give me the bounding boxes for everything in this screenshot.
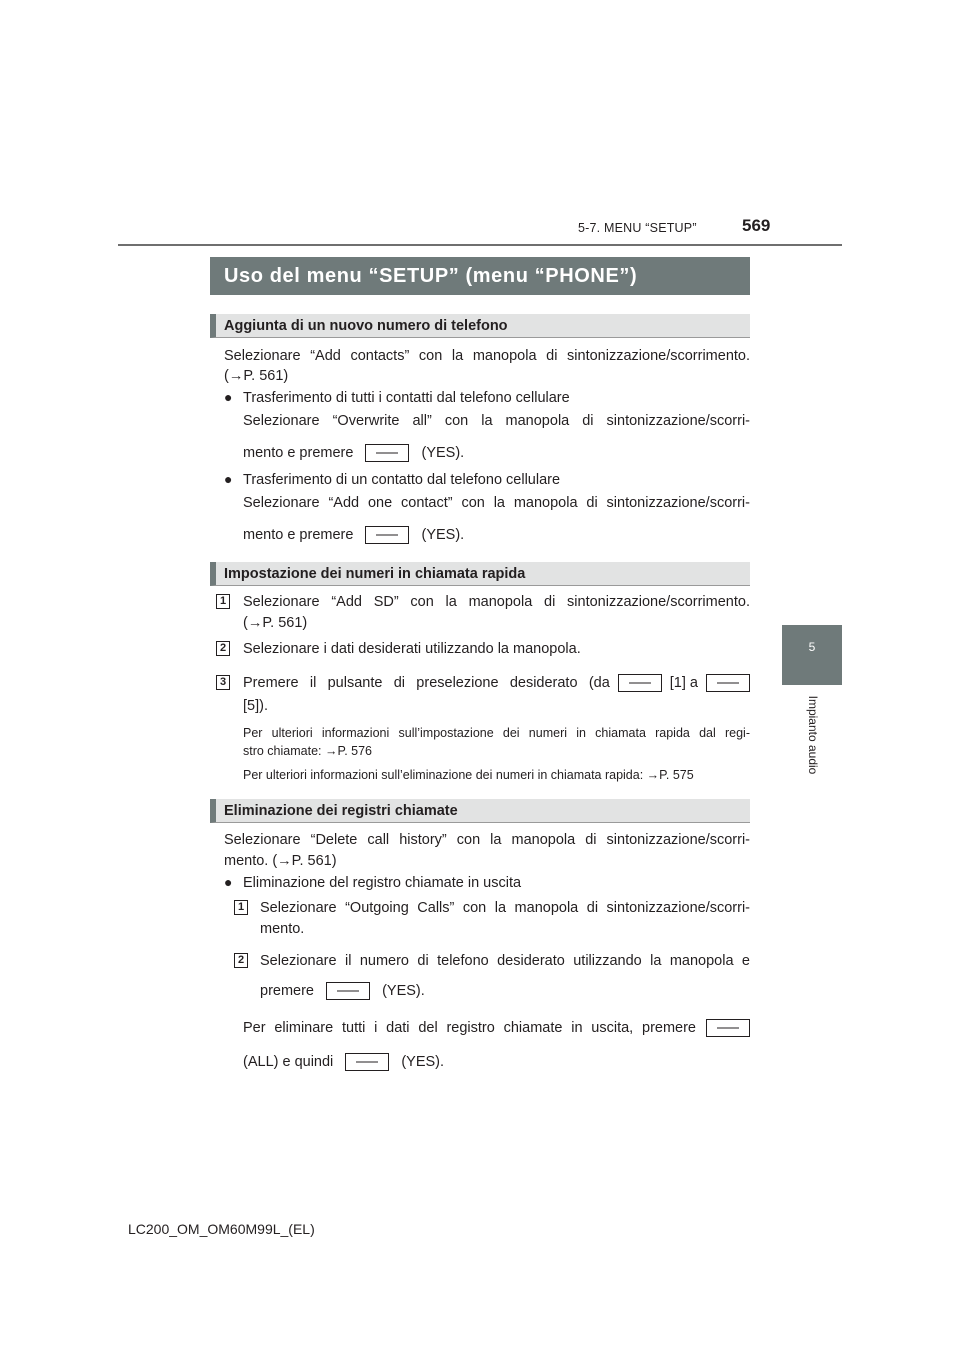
chapter-label: Impianto audio	[806, 695, 820, 775]
step-number-1: 1	[234, 900, 248, 915]
yes-button[interactable]	[345, 1053, 389, 1071]
sec2-step3-line2: [5]).	[243, 698, 268, 714]
footer-document-code: LC200_OM_OM60M99L_(EL)	[128, 1221, 315, 1237]
sec3-all-line1: Per eliminare tutti i dati del registro chiamate in uscita, premere	[243, 1018, 750, 1038]
page-title: Uso del menu “SETUP” (menu “PHONE”)	[210, 257, 750, 295]
preset-button-5[interactable]	[706, 674, 750, 692]
note-history-line2: stro chiamate: →P. 576	[243, 744, 373, 758]
yes-button[interactable]	[365, 526, 409, 544]
sec1-b1-line2: mento e premere (YES).	[243, 445, 465, 461]
sec3-intro: Selezionare “Delete call history” con la manopola di sintonizzazione/scorri-	[224, 832, 750, 848]
section-heading-speed-dial: Impostazione dei numeri in chiamata rapida	[210, 562, 750, 586]
sec3-intro-ref: mento. (→P. 561)	[224, 853, 337, 869]
step-number-3: 3	[216, 675, 230, 690]
note-delete-speed-dial: Per ulteriori informazioni sull’eliminazione dei numeri in chiamata rapida: →P. 575	[243, 768, 694, 782]
sec1-b2-line2: mento e premere (YES).	[243, 527, 465, 543]
sec1-b1-line1: Selezionare “Overwrite all” con la manopola di sintonizzazione/scorri-	[243, 413, 750, 429]
all-button[interactable]	[706, 1019, 750, 1037]
preset-button-1[interactable]	[618, 674, 662, 692]
note-history-line1: Per ulteriori informazioni sull’impostazione dei numeri in chiamata rapida dal regi-	[243, 726, 750, 740]
sec2-step2: Selezionare i dati desiderati utilizzando la manopola.	[243, 641, 581, 657]
section-heading-add-number: Aggiunta di un nuovo numero di telefono	[210, 314, 750, 338]
sec1-bullet1: Trasferimento di tutti i contatti dal telefono cellulare	[243, 390, 570, 406]
sec1-intro-ref: (→P. 561)	[224, 368, 289, 384]
sec3-step1-line2: mento.	[260, 921, 305, 937]
sec1-b2-line1: Selezionare “Add one contact” con la manopola di sintonizzazione/scorri-	[243, 495, 750, 511]
sec3-step2-line2: premere (YES).	[260, 983, 425, 999]
sec3-bullet1: Eliminazione del registro chiamate in uscita	[243, 875, 522, 891]
sec1-intro: Selezionare “Add contacts” con la manopola di sintonizzazione/scorrimento.	[224, 348, 750, 364]
yes-button[interactable]	[365, 444, 409, 462]
chapter-number: 5	[808, 640, 816, 654]
bullet-icon: ●	[224, 471, 233, 487]
header-rule	[118, 244, 842, 246]
section-heading-delete-history: Eliminazione dei registri chiamate	[210, 799, 750, 823]
sec3-step2-line1: Selezionare il numero di telefono desiderato utilizzando la manopola e	[260, 953, 750, 969]
sec3-all-line2: (ALL) e quindi (YES).	[243, 1054, 445, 1070]
sec2-step1-line1: Selezionare “Add SD” con la manopola di sintonizzazione/scorrimento.	[243, 594, 750, 610]
bullet-icon: ●	[224, 874, 233, 890]
step-number-2: 2	[234, 953, 248, 968]
section-reference: 5-7. MENU “SETUP”	[578, 221, 697, 235]
sec1-bullet2: Trasferimento di un contatto dal telefono cellulare	[243, 472, 561, 488]
yes-button[interactable]	[326, 982, 370, 1000]
sec3-step1-line1: Selezionare “Outgoing Calls” con la manopola di sintonizzazione/scorri-	[260, 900, 750, 916]
bullet-icon: ●	[224, 389, 233, 405]
sec2-step3-line1: Premere il pulsante di preselezione desiderato (da [1] a	[243, 673, 750, 693]
step-number-2: 2	[216, 641, 230, 656]
sec2-step1-line2: (→P. 561)	[243, 615, 308, 631]
step-number-1: 1	[216, 594, 230, 609]
chapter-tab	[782, 625, 842, 685]
page-number: 569	[742, 216, 771, 235]
